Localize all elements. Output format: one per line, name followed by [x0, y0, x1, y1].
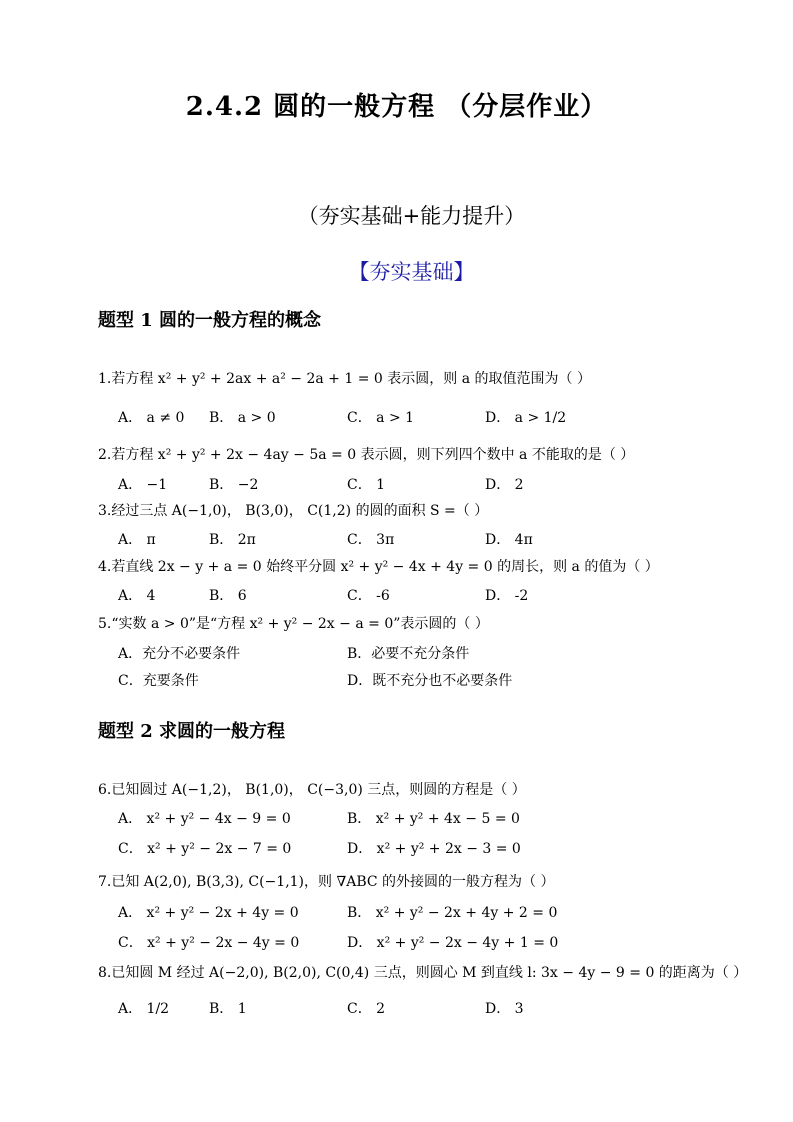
question-8-stem: 8.已知圆 M 经过 A(−2,0), B(2,0), C(0,4) 三点，则圆心 M 到直线 l: 3x − 4y − 9 = 0 的距离为（ ） — [98, 965, 748, 981]
question-7-stem: 7.已知 A(2,0), B(3,3), C(−1,1)，则 ∇ABC 的外接圆的一般方程为（ ） — [98, 874, 555, 890]
question-4-stem: 4.若直线 2x − y + a = 0 始终平分圆 x² + y² − 4x + 4y = 0 的周长，则 a 的值为（ ） — [98, 559, 659, 575]
question-3-option-b: B． 2π — [209, 532, 256, 548]
question-1-stem: 1.若方程 x² + y² + 2ax + a² − 2a + 1 = 0 表示圆，则 a 的取值范围为（ ） — [98, 371, 591, 387]
question-8-option-b: B． 1 — [209, 1001, 247, 1017]
type1-heading: 题型 1 圆的一般方程的概念 — [98, 310, 322, 331]
question-3-option-a: A． π — [118, 532, 156, 548]
question-5-option-d: D．既不充分也不必要条件 — [347, 673, 513, 689]
question-5-option-c: C．充要条件 — [118, 673, 199, 689]
question-8-option-d: D． 3 — [485, 1001, 524, 1017]
question-7-option-d: D． x² + y² − 2x − 4y + 1 = 0 — [347, 935, 559, 951]
question-1-option-d: D． a > 1/2 — [485, 410, 567, 426]
question-1-option-c: C． a > 1 — [347, 410, 415, 426]
question-4-option-b: B． 6 — [209, 588, 247, 604]
question-2-option-d: D． 2 — [485, 477, 524, 493]
question-2-option-a: A． −1 — [118, 477, 168, 493]
question-6-option-c: C． x² + y² − 2x − 7 = 0 — [118, 841, 292, 857]
question-2-option-c: C． 1 — [347, 477, 386, 493]
type2-heading: 题型 2 求圆的一般方程 — [98, 721, 286, 742]
question-4-option-c: C． -6 — [347, 588, 390, 604]
page-title: 2.4.2 圆的一般方程 （分层作业） — [185, 92, 608, 122]
question-5-option-a: A．充分不必要条件 — [118, 646, 241, 662]
question-8-option-a: A． 1/2 — [118, 1001, 170, 1017]
question-1-option-b: B． a > 0 — [209, 410, 276, 426]
question-8-option-c: C． 2 — [347, 1001, 386, 1017]
question-4-option-d: D． -2 — [485, 588, 529, 604]
question-3-option-c: C． 3π — [347, 532, 395, 548]
question-6-option-a: A． x² + y² − 4x − 9 = 0 — [118, 811, 291, 827]
question-2-stem: 2.若方程 x² + y² + 2x − 4ay − 5a = 0 表示圆，则下列四个数中 a 不能取的是（ ） — [98, 447, 635, 463]
question-6-stem: 6.已知圆过 A(−1,2)， B(1,0)， C(−3,0) 三点，则圆的方程是（ ） — [98, 782, 526, 798]
question-6-option-d: D． x² + y² + 2x − 3 = 0 — [347, 841, 521, 857]
question-5-stem: 5.“实数 a > 0”是“方程 x² + y² − 2x − a = 0”表示圆的（ ） — [98, 616, 489, 632]
question-6-option-b: B． x² + y² + 4x − 5 = 0 — [347, 811, 520, 827]
question-3-stem: 3.经过三点 A(−1,0)， B(3,0)， C(1,2) 的圆的面积 S =（ ） — [98, 503, 489, 519]
question-7-option-c: C． x² + y² − 2x − 4y = 0 — [118, 935, 300, 951]
question-7-option-b: B． x² + y² − 2x + 4y + 2 = 0 — [347, 905, 558, 921]
question-2-option-b: B． −2 — [209, 477, 259, 493]
question-4-option-a: A． 4 — [118, 588, 156, 604]
page-subtitle: （夯实基础+能力提升） — [297, 204, 526, 228]
question-3-option-d: D． 4π — [485, 532, 533, 548]
section-heading: 【夯实基础】 — [348, 260, 475, 284]
question-7-option-a: A． x² + y² − 2x + 4y = 0 — [118, 905, 299, 921]
question-5-option-b: B．必要不充分条件 — [347, 646, 470, 662]
question-1-option-a: A． a ≠ 0 — [118, 410, 185, 426]
